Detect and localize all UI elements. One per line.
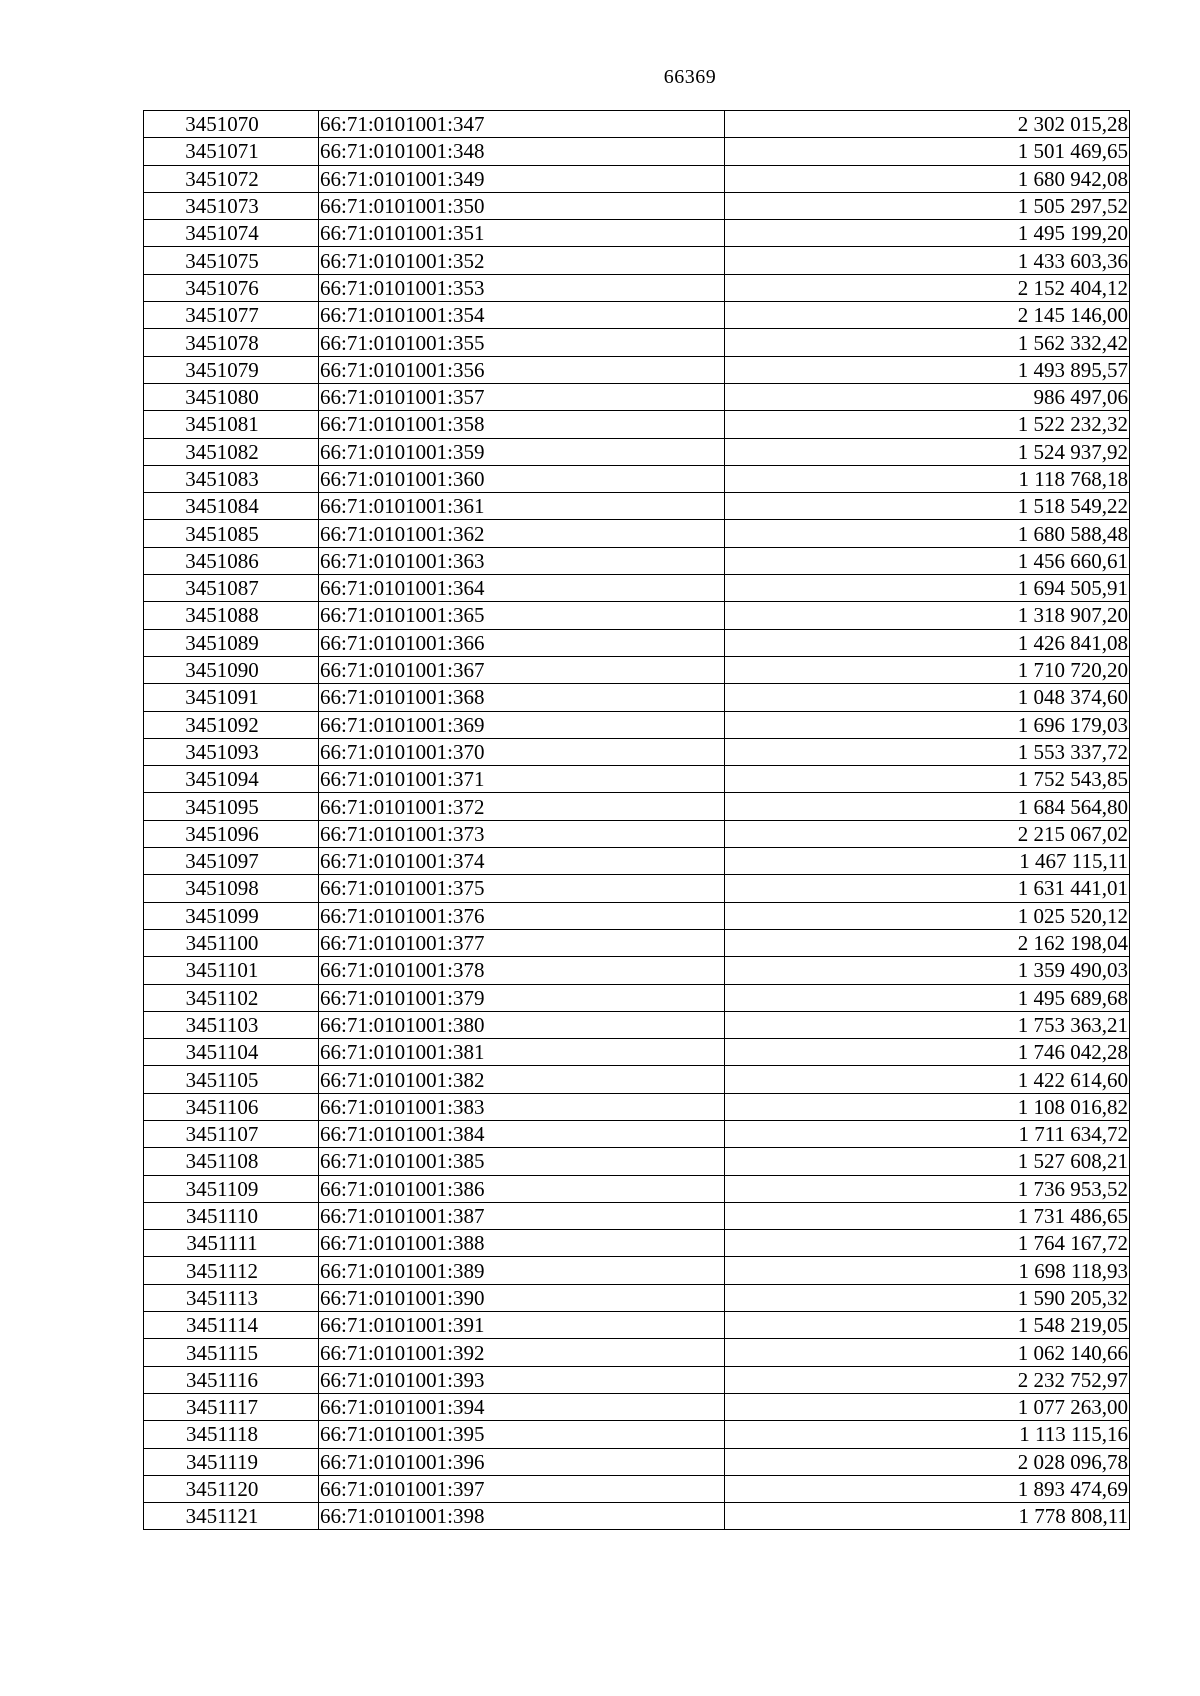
cadastral-number-cell: 66:71:0101001:385: [319, 1148, 725, 1175]
table-row: [144, 1093, 1130, 1120]
table-row: [144, 274, 1130, 301]
cadastral-value-cell: 1 359 490,03: [725, 957, 1130, 984]
row-number-cell: 3451076: [144, 274, 319, 301]
table-row: [144, 1230, 1130, 1257]
cadastral-value-cell: 1 522 232,32: [725, 411, 1130, 438]
cadastral-value-cell: 1 518 549,22: [725, 493, 1130, 520]
row-number-cell: 3451117: [144, 1393, 319, 1420]
cadastral-number-cell: 66:71:0101001:360: [319, 465, 725, 492]
row-number-cell: 3451116: [144, 1366, 319, 1393]
row-number-cell: 3451103: [144, 1011, 319, 1038]
cadastral-number-cell: 66:71:0101001:382: [319, 1066, 725, 1093]
cadastral-number-cell: 66:71:0101001:348: [319, 138, 725, 165]
row-number-cell: 3451085: [144, 520, 319, 547]
cadastral-number-cell: 66:71:0101001:381: [319, 1039, 725, 1066]
table-row: [144, 957, 1130, 984]
row-number-cell: 3451072: [144, 165, 319, 192]
row-number-cell: 3451115: [144, 1339, 319, 1366]
table-row: [144, 220, 1130, 247]
row-number-cell: 3451086: [144, 547, 319, 574]
row-number-cell: 3451079: [144, 356, 319, 383]
cadastral-number-cell: 66:71:0101001:393: [319, 1366, 725, 1393]
table-row: [144, 1448, 1130, 1475]
cadastral-value-cell: 1 456 660,61: [725, 547, 1130, 574]
row-number-cell: 3451097: [144, 848, 319, 875]
cadastral-number-cell: 66:71:0101001:394: [319, 1393, 725, 1420]
cadastral-number-cell: 66:71:0101001:391: [319, 1312, 725, 1339]
cadastral-number-cell: 66:71:0101001:371: [319, 766, 725, 793]
cadastral-value-cell: 1 711 634,72: [725, 1120, 1130, 1147]
cadastral-number-cell: 66:71:0101001:365: [319, 602, 725, 629]
cadastral-value-cell: 1 433 603,36: [725, 247, 1130, 274]
cadastral-number-cell: 66:71:0101001:383: [319, 1093, 725, 1120]
cadastral-number-cell: 66:71:0101001:347: [319, 111, 725, 138]
cadastral-number-cell: 66:71:0101001:368: [319, 684, 725, 711]
table-row: [144, 383, 1130, 410]
cadastral-value-cell: 1 495 199,20: [725, 220, 1130, 247]
cadastral-value-cell: 1 731 486,65: [725, 1202, 1130, 1229]
cadastral-value-cell: 1 752 543,85: [725, 766, 1130, 793]
cadastral-number-cell: 66:71:0101001:353: [319, 274, 725, 301]
cadastral-number-cell: 66:71:0101001:375: [319, 875, 725, 902]
table-row: [144, 1257, 1130, 1284]
cadastral-value-cell: 1 684 564,80: [725, 793, 1130, 820]
table-row: [144, 1120, 1130, 1147]
cadastral-number-cell: 66:71:0101001:367: [319, 656, 725, 683]
cadastral-value-cell: 1 553 337,72: [725, 738, 1130, 765]
table-row: [144, 302, 1130, 329]
cadastral-number-cell: 66:71:0101001:380: [319, 1011, 725, 1038]
table-row: [144, 575, 1130, 602]
row-number-cell: 3451090: [144, 656, 319, 683]
cadastral-value-cell: 1 108 016,82: [725, 1093, 1130, 1120]
table-body: [144, 111, 1130, 1530]
table-row: [144, 602, 1130, 629]
row-number-cell: 3451093: [144, 738, 319, 765]
table-row: [144, 465, 1130, 492]
cadastral-value-cell: 1 048 374,60: [725, 684, 1130, 711]
cadastral-value-cell: 1 736 953,52: [725, 1175, 1130, 1202]
row-number-cell: 3451108: [144, 1148, 319, 1175]
cadastral-value-cell: 1 422 614,60: [725, 1066, 1130, 1093]
cadastral-value-cell: 1 710 720,20: [725, 656, 1130, 683]
table-row: [144, 684, 1130, 711]
cadastral-number-cell: 66:71:0101001:398: [319, 1503, 725, 1530]
cadastral-value-cell: 1 495 689,68: [725, 984, 1130, 1011]
cadastral-value-cell: 1 548 219,05: [725, 1312, 1130, 1339]
cadastral-number-cell: 66:71:0101001:379: [319, 984, 725, 1011]
cadastral-value-cell: 2 215 067,02: [725, 820, 1130, 847]
row-number-cell: 3451102: [144, 984, 319, 1011]
row-number-cell: 3451089: [144, 629, 319, 656]
row-number-cell: 3451071: [144, 138, 319, 165]
table-row: [144, 929, 1130, 956]
table-row: [144, 1393, 1130, 1420]
cadastral-value-table: [143, 110, 1130, 1530]
table-row: [144, 192, 1130, 219]
cadastral-value-cell: 1 764 167,72: [725, 1230, 1130, 1257]
table-row: [144, 438, 1130, 465]
row-number-cell: 3451100: [144, 929, 319, 956]
row-number-cell: 3451082: [144, 438, 319, 465]
cadastral-number-cell: 66:71:0101001:350: [319, 192, 725, 219]
cadastral-number-cell: 66:71:0101001:376: [319, 902, 725, 929]
row-number-cell: 3451104: [144, 1039, 319, 1066]
table-row: [144, 111, 1130, 138]
table-row: [144, 711, 1130, 738]
page-number: 66369: [663, 66, 717, 88]
table-row: [144, 1175, 1130, 1202]
row-number-cell: 3451087: [144, 575, 319, 602]
table-row: [144, 1366, 1130, 1393]
row-number-cell: 3451113: [144, 1284, 319, 1311]
cadastral-number-cell: 66:71:0101001:354: [319, 302, 725, 329]
row-number-cell: 3451099: [144, 902, 319, 929]
row-number-cell: 3451096: [144, 820, 319, 847]
cadastral-number-cell: 66:71:0101001:374: [319, 848, 725, 875]
cadastral-number-cell: 66:71:0101001:362: [319, 520, 725, 547]
table-row: [144, 848, 1130, 875]
table-row: [144, 520, 1130, 547]
cadastral-number-cell: 66:71:0101001:386: [319, 1175, 725, 1202]
table-row: [144, 1039, 1130, 1066]
cadastral-value-cell: 1 062 140,66: [725, 1339, 1130, 1366]
cadastral-number-cell: 66:71:0101001:389: [319, 1257, 725, 1284]
cadastral-number-cell: 66:71:0101001:355: [319, 329, 725, 356]
cadastral-value-cell: 1 025 520,12: [725, 902, 1130, 929]
row-number-cell: 3451095: [144, 793, 319, 820]
cadastral-number-cell: 66:71:0101001:349: [319, 165, 725, 192]
cadastral-value-cell: 1 778 808,11: [725, 1503, 1130, 1530]
table-row: [144, 629, 1130, 656]
cadastral-value-cell: 2 302 015,28: [725, 111, 1130, 138]
cadastral-number-cell: 66:71:0101001:395: [319, 1421, 725, 1448]
table-row: [144, 902, 1130, 929]
table-row: [144, 820, 1130, 847]
table-row: [144, 766, 1130, 793]
row-number-cell: 3451121: [144, 1503, 319, 1530]
table-row: [144, 247, 1130, 274]
cadastral-number-cell: 66:71:0101001:369: [319, 711, 725, 738]
cadastral-value-cell: 1 680 588,48: [725, 520, 1130, 547]
cadastral-number-cell: 66:71:0101001:377: [319, 929, 725, 956]
cadastral-value-cell: 1 753 363,21: [725, 1011, 1130, 1038]
table-row: [144, 875, 1130, 902]
row-number-cell: 3451070: [144, 111, 319, 138]
row-number-cell: 3451112: [144, 1257, 319, 1284]
row-number-cell: 3451094: [144, 766, 319, 793]
table-row: [144, 1202, 1130, 1229]
table-row: [144, 1421, 1130, 1448]
cadastral-number-cell: 66:71:0101001:370: [319, 738, 725, 765]
table-row: [144, 493, 1130, 520]
cadastral-value-cell: 1 694 505,91: [725, 575, 1130, 602]
row-number-cell: 3451081: [144, 411, 319, 438]
cadastral-number-cell: 66:71:0101001:356: [319, 356, 725, 383]
table-row: [144, 165, 1130, 192]
cadastral-value-cell: 1 426 841,08: [725, 629, 1130, 656]
table-row: [144, 1284, 1130, 1311]
cadastral-value-cell: 1 318 907,20: [725, 602, 1130, 629]
cadastral-value-cell: 1 746 042,28: [725, 1039, 1130, 1066]
row-number-cell: 3451118: [144, 1421, 319, 1448]
cadastral-value-cell: 2 145 146,00: [725, 302, 1130, 329]
cadastral-value-cell: 1 113 115,16: [725, 1421, 1130, 1448]
table-row: [144, 547, 1130, 574]
cadastral-number-cell: 66:71:0101001:358: [319, 411, 725, 438]
row-number-cell: 3451111: [144, 1230, 319, 1257]
cadastral-number-cell: 66:71:0101001:396: [319, 1448, 725, 1475]
table-row: [144, 793, 1130, 820]
cadastral-number-cell: 66:71:0101001:384: [319, 1120, 725, 1147]
cadastral-value-cell: 1 698 118,93: [725, 1257, 1130, 1284]
row-number-cell: 3451120: [144, 1475, 319, 1502]
table-row: [144, 984, 1130, 1011]
row-number-cell: 3451105: [144, 1066, 319, 1093]
row-number-cell: 3451114: [144, 1312, 319, 1339]
cadastral-number-cell: 66:71:0101001:364: [319, 575, 725, 602]
cadastral-value-cell: 1 118 768,18: [725, 465, 1130, 492]
cadastral-number-cell: 66:71:0101001:373: [319, 820, 725, 847]
row-number-cell: 3451098: [144, 875, 319, 902]
cadastral-number-cell: 66:71:0101001:361: [319, 493, 725, 520]
table-row: [144, 656, 1130, 683]
cadastral-value-cell: 1 501 469,65: [725, 138, 1130, 165]
cadastral-number-cell: 66:71:0101001:397: [319, 1475, 725, 1502]
cadastral-value-cell: 2 162 198,04: [725, 929, 1130, 956]
row-number-cell: 3451088: [144, 602, 319, 629]
cadastral-value-cell: 2 152 404,12: [725, 274, 1130, 301]
cadastral-number-cell: 66:71:0101001:378: [319, 957, 725, 984]
row-number-cell: 3451084: [144, 493, 319, 520]
table-row: [144, 1148, 1130, 1175]
cadastral-number-cell: 66:71:0101001:372: [319, 793, 725, 820]
table-row: [144, 1011, 1130, 1038]
cadastral-value-cell: 1 696 179,03: [725, 711, 1130, 738]
cadastral-value-cell: 1 631 441,01: [725, 875, 1130, 902]
row-number-cell: 3451074: [144, 220, 319, 247]
cadastral-value-cell: 2 232 752,97: [725, 1366, 1130, 1393]
row-number-cell: 3451101: [144, 957, 319, 984]
cadastral-value-cell: 2 028 096,78: [725, 1448, 1130, 1475]
cadastral-value-cell: 1 524 937,92: [725, 438, 1130, 465]
row-number-cell: 3451077: [144, 302, 319, 329]
cadastral-value-cell: 1 527 608,21: [725, 1148, 1130, 1175]
row-number-cell: 3451106: [144, 1093, 319, 1120]
table-row: [144, 1339, 1130, 1366]
row-number-cell: 3451091: [144, 684, 319, 711]
cadastral-number-cell: 66:71:0101001:390: [319, 1284, 725, 1311]
row-number-cell: 3451092: [144, 711, 319, 738]
cadastral-value-cell: 1 505 297,52: [725, 192, 1130, 219]
cadastral-number-cell: 66:71:0101001:363: [319, 547, 725, 574]
table-row: [144, 738, 1130, 765]
cadastral-number-cell: 66:71:0101001:357: [319, 383, 725, 410]
cadastral-value-cell: 1 562 332,42: [725, 329, 1130, 356]
cadastral-value-cell: 1 493 895,57: [725, 356, 1130, 383]
cadastral-value-cell: 1 077 263,00: [725, 1393, 1130, 1420]
cadastral-number-cell: 66:71:0101001:388: [319, 1230, 725, 1257]
table-row: [144, 1066, 1130, 1093]
table-row: [144, 138, 1130, 165]
cadastral-number-cell: 66:71:0101001:392: [319, 1339, 725, 1366]
cadastral-value-cell: 1 467 115,11: [725, 848, 1130, 875]
row-number-cell: 3451109: [144, 1175, 319, 1202]
table-row: [144, 1503, 1130, 1530]
row-number-cell: 3451119: [144, 1448, 319, 1475]
cadastral-number-cell: 66:71:0101001:366: [319, 629, 725, 656]
cadastral-value-cell: 1 893 474,69: [725, 1475, 1130, 1502]
cadastral-number-cell: 66:71:0101001:351: [319, 220, 725, 247]
cadastral-value-cell: 986 497,06: [725, 383, 1130, 410]
row-number-cell: 3451073: [144, 192, 319, 219]
row-number-cell: 3451080: [144, 383, 319, 410]
row-number-cell: 3451075: [144, 247, 319, 274]
cadastral-value-cell: 1 680 942,08: [725, 165, 1130, 192]
table-row: [144, 1312, 1130, 1339]
table-row: [144, 356, 1130, 383]
cadastral-number-cell: 66:71:0101001:359: [319, 438, 725, 465]
row-number-cell: 3451107: [144, 1120, 319, 1147]
table-row: [144, 1475, 1130, 1502]
row-number-cell: 3451078: [144, 329, 319, 356]
row-number-cell: 3451083: [144, 465, 319, 492]
table-row: [144, 411, 1130, 438]
cadastral-number-cell: 66:71:0101001:387: [319, 1202, 725, 1229]
cadastral-number-cell: 66:71:0101001:352: [319, 247, 725, 274]
table-row: [144, 329, 1130, 356]
cadastral-value-cell: 1 590 205,32: [725, 1284, 1130, 1311]
row-number-cell: 3451110: [144, 1202, 319, 1229]
